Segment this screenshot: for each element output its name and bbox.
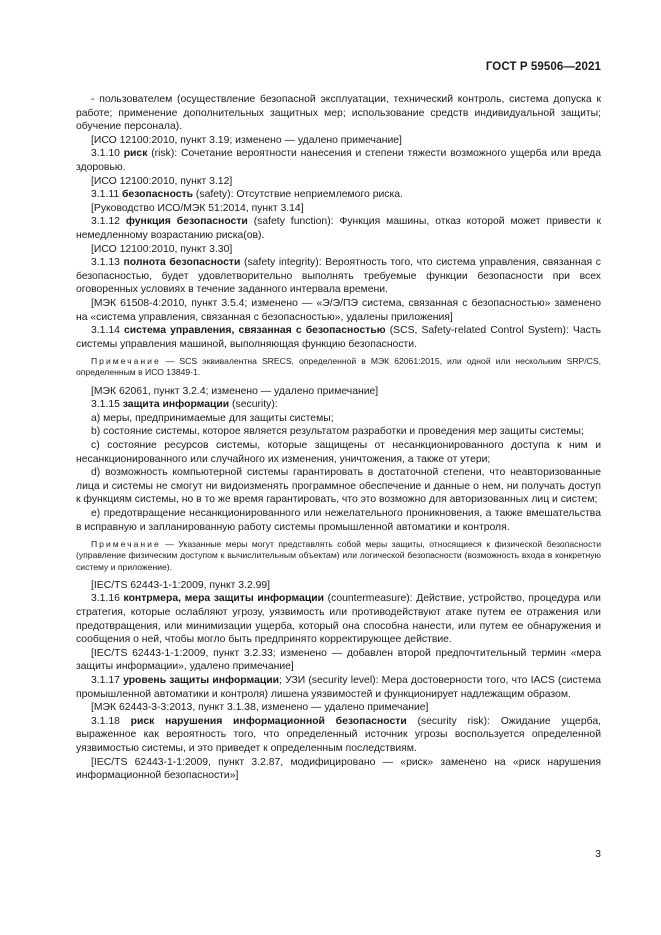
- reference-3-1-12: [ИСО 12100:2010, пункт 3.30]: [91, 243, 233, 255]
- reference-3-1-18: [IEC/TS 62443-1-1:2009, пункт 3.2.87, модифицировано — «риск» заменено на «риск нарушения информационной безопасности»]: [76, 756, 601, 782]
- term-3-1-14: 3.1.14 система управления, связанная с безопасностью (SCS, Safety-related Control System): Часть системы управления машиной, выполняющая функцию безопасности.: [76, 325, 602, 350]
- reference-3-1-9: [ИСО 12100:2010, пункт 3.19; изменено — удалено примечание]: [91, 134, 402, 146]
- reference-3-1-10: [ИСО 12100:2010, пункт 3.12]: [91, 175, 233, 187]
- note-label: Примечание: [91, 539, 161, 550]
- term-3-1-18: 3.1.18 риск нарушения информационной безопасности (security risk): Ожидание ущерба, выраженное как вероятность того, что определенный источник угрозы воспользуется определенной уязвимостью системы, и это приведет к определенным последствиям.: [76, 715, 601, 754]
- term-3-1-15: 3.1.15 защита информации (security):: [91, 399, 278, 411]
- term-title: уровень защиты информации: [123, 674, 280, 686]
- reference-3-1-14: [МЭК 62061, пункт 3.2.4; изменено — удалено примечание]: [91, 385, 379, 397]
- term-3-1-11: 3.1.11 безопасность (safety): Отсутствие неприемлемого риска.: [91, 189, 403, 201]
- term-3-1-12: 3.1.12 функция безопасности (safety function): Функция машины, отказ которой может привести к немедленному возрастанию риска(ов).: [76, 216, 601, 241]
- term-3-1-17: 3.1.17 уровень защиты информации; УЗИ (security level): Мера достоверности того, что IACS (система промышленной автоматики и контроля) лишена уязвимостей и функционирует надлежащим образом.: [76, 674, 601, 700]
- reference-3-1-11: [Руководство ИСО/МЭК 51:2014, пункт 3.14]: [91, 202, 304, 214]
- reference-3-1-16: [IEC/TS 62443-1-1:2009, пункт 3.2.33; изменено — добавлен второй предпочтительный термин «мера защиты информации», удалено примечание]: [76, 647, 601, 673]
- term-title: защита информации: [122, 399, 230, 411]
- note-3-1-15: Примечание — Указанные меры могут представлять собой меры защиты, относящиеся к физической безопасности (управление физическим доступом к вычислительным объектам) или логической безопасности (возможность входа в конкретную систему и приложение).: [76, 539, 601, 572]
- reference-3-1-15: [IEC/TS 62443-1-1:2009, пункт 3.2.99]: [91, 579, 271, 591]
- reference-3-1-13: [МЭК 61508-4:2010, пункт 3.5.4; изменено — «Э/Э/ПЭ система, связанная с безопасностью» заменено на «система управления, связанная с безопасностью», удалены приложения]: [76, 297, 601, 323]
- term-title: контрмера, мера защиты информации: [123, 593, 325, 605]
- term-3-1-10: 3.1.10 риск (risk): Сочетание вероятности нанесения и степени тяжести возможного ущерба или вреда здоровью.: [76, 148, 601, 173]
- list-item-a: a) меры, предпринимаемые для защиты системы;: [91, 412, 334, 424]
- list-item-e: e) предотвращение несанкционированного или нежелательного проникновения, а также вмешательства в исправную и запланированную работу системы промышленной автоматики и контроля.: [76, 508, 601, 533]
- term-title: риск нарушения информационной безопасности: [130, 715, 407, 727]
- list-item-d: d) возможность компьютерной системы гарантировать в достаточной степени, что неавторизованные лица и системы не смогут ни видоизменять программное обеспечение и данные о нем, ни получать доступ к функциям системы, но в то же время гарантировать, что это возможно для авторизованных лиц и систем;: [76, 467, 601, 506]
- reference-3-1-17: [МЭК 62443-3-3:2013, пункт 3.1.38, изменено — удалено примечание]: [91, 702, 429, 714]
- term-title: риск: [123, 148, 148, 160]
- page-number: 3: [595, 848, 601, 860]
- term-title: функция безопасности: [125, 216, 248, 228]
- note-3-1-14: Примечание — SCS эквивалентна SRECS, определенной в МЭК 62061:2015, или одной или нескольким SRP/CS, определенным в ИСО 13849-1.: [76, 356, 601, 378]
- term-title: безопасность: [122, 189, 194, 201]
- page-body: [76, 93, 601, 783]
- note-label: Примечание: [91, 356, 161, 367]
- term-title: полнота безопасности: [123, 257, 241, 269]
- term-title: система управления, связанная с безопасностью: [123, 325, 386, 337]
- list-item-c: c) состояние ресурсов системы, которые защищены от несанкционированного доступа к ним и несанкционированного или случайного их изменения, уничтожения, а также от утери;: [76, 440, 601, 465]
- term-3-1-13: 3.1.13 полнота безопасности (safety integrity): Вероятность того, что система управления, связанная с безопасностью, будет удовлетворительно выполнять требуемые функции безопасности при всех оговоренных условиях в течение заданного интервала времени.: [76, 257, 601, 296]
- paragraph-users: - пользователем (осуществление безопасной эксплуатации, технический контроль, система допуска к работе; применение дополнительных защитных мер; использование средств индивидуальной защиты; обучение персонала).: [76, 94, 601, 133]
- list-item-b: b) состояние системы, которое является результатом разработки и проведения мер защиты системы;: [91, 426, 584, 438]
- document-code: ГОСТ Р 59506—2021: [485, 61, 601, 73]
- term-3-1-16: 3.1.16 контрмера, мера защиты информации (countermeasure): Действие, устройство, процедура или стратегия, которые ослабляют угрозу, уязвимость или противодействуют атаке путем ее отражения или предотвращения, или минимизации ущерба, который она способна нанести, или путем ее обнаружения и сообщения о ней, чтобы могло быть предпринято корректирующее действие.: [76, 593, 601, 646]
